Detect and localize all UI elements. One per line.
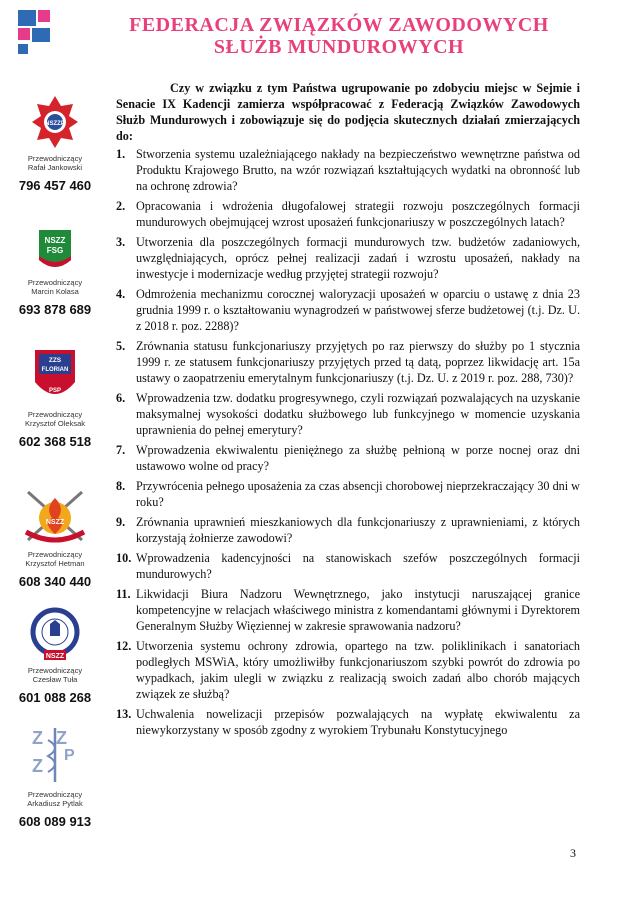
zzpz-emblem-icon: [26, 724, 84, 786]
svg-text:NSZZ: NSZZ: [45, 653, 65, 660]
svg-text:P: P: [64, 747, 75, 764]
intro-paragraph: Czy w związku z tym Państwa ugrupowanie po zdobyciu miejsc w Sejmie i Senacie IX Kadencji zamierza współpracować z Federacją Związków Zawodowych Służb Mundurowych i zobowiązuje się do podjęcia skutecznych działań zmierzających do:: [116, 81, 580, 143]
leader-phone: 601 088 268: [18, 690, 92, 705]
leader-phone: 602 368 518: [18, 434, 92, 449]
list-item: 12. Utworzenia systemu ochrony zdrowia, opartego na tzw. poliklinikach i sanatoriach podległych MSWiA, który umożliwiłby funkcjonariuszom szybki powrót do zdrowia po wypadkach, jakim ulegli w związku z realizacją swoich zadań albo chorób mających związek ze służbą?: [116, 639, 580, 701]
leaders-sidebar: [0, 80, 110, 880]
demands-list: [116, 146, 580, 738]
list-item: 7. Wprowadzenia ekwiwalentu pieniężnego za służbę pełnioną w porze nocnej oraz dni ustawowo wolne od pracy?: [116, 443, 580, 473]
firefighters-emblem-icon: [20, 484, 90, 546]
list-item: 6. Wprowadzenia tzw. dodatku progresywnego, czyli rozwiązań pozwalających na uzyskanie maksymalnej wysokości dodatku służbowego lub funkcyjnego w momencie uzyskania uprawnienia do pełnej emerytury?: [116, 391, 580, 437]
leader-phone: 693 878 689: [18, 302, 92, 317]
leader-name: Czesław Tuła: [32, 675, 78, 684]
leader-name: Marcin Kolasa: [31, 287, 79, 296]
list-item: 8. Przywrócenia pełnego uposażenia za czas absencji chorobowej nieprzekraczający 30 dni w roku?: [116, 479, 580, 509]
federation-logo: [18, 10, 52, 56]
svg-text:Z: Z: [56, 728, 67, 748]
svg-text:Z: Z: [32, 728, 43, 748]
nszzp-emblem-icon: [30, 94, 80, 150]
list-item: 10. Wprowadzenia kadencyjności na stanowiskach szefów poszczególnych formacji mundurowych?: [116, 551, 580, 581]
main-content: [116, 80, 580, 738]
svg-text:PSP: PSP: [48, 388, 62, 394]
leader-phone: 796 457 460: [18, 178, 92, 193]
federation-title: [60, 14, 618, 58]
list-item: 13. Uchwalenia nowelizacji przepisów pozwalających na wypłatę ekwiwalentu za niewykorzystany w sposób zgodny z wyrokiem Trybunału Konstytucyjnego: [116, 707, 580, 737]
leader-card: [0, 228, 110, 317]
leader-role: Przewodniczący: [27, 666, 83, 675]
leader-card: [0, 348, 110, 449]
svg-text:NSZZ: NSZZ: [45, 519, 65, 526]
leader-role: Przewodniczący: [27, 278, 83, 287]
page-number: 3: [570, 846, 576, 860]
florian-emblem-icon: [33, 348, 77, 406]
leader-name: Krzysztof Oleksak: [24, 419, 85, 428]
list-item: 2. Opracowania i wdrożenia długofalowej strategii rozwoju poszczególnych formacji mundurowych obejmującej wzrost uposażeń funkcjonariuszy w poszczególnych latach?: [116, 199, 580, 229]
leader-card: [0, 724, 110, 829]
leader-name: Krzysztof Hetman: [25, 559, 85, 568]
title-line-1: FEDERACJA ZWIĄZKÓW ZAWODOWYCH: [129, 14, 549, 36]
svg-text:NSZZ: NSZZ: [44, 236, 66, 245]
leader-name: Rafał Jankowski: [27, 163, 83, 172]
list-item: 9. Zrównania uprawnień mieszkaniowych dla funkcjonariuszy z uprawnieniami, z których korzystają żołnierze zawodowi?: [116, 515, 580, 545]
leader-role: Przewodniczący: [27, 410, 83, 419]
leader-role: Przewodniczący: [27, 154, 83, 163]
list-item: 4. Odmrożenia mechanizmu corocznej waloryzacji uposażeń w oparciu o ustawę z dnia 23 grudnia 1999 r. o kształtowaniu wynagrodzeń w państwowej sferze budżetowej (t.j. Dz. U. z 2018 r. poz. 2288)?: [116, 287, 580, 333]
leader-name: Arkadiusz Pytlak: [27, 799, 83, 808]
leader-phone: 608 089 913: [18, 814, 92, 829]
prison-service-emblem-icon: [30, 606, 80, 662]
svg-text:NSZZP: NSZZP: [45, 121, 65, 127]
leader-role: Przewodniczący: [27, 550, 83, 559]
nszz-fsg-emblem-icon: [35, 228, 75, 274]
svg-text:ZZS: ZZS: [48, 357, 62, 364]
list-item: 11. Likwidacji Biura Nadzoru Wewnętrznego, jako instytucji naruszającej granice kompetencyjne w relacjach właściwego ministra z komendantami głównymi i Dyrektorem Generalnym Służby Więziennej w zakresie sprawowania nadzoru?: [116, 587, 580, 633]
svg-text:FSG: FSG: [46, 246, 64, 255]
leader-phone: 608 340 440: [18, 574, 92, 589]
leader-card: [0, 484, 110, 589]
list-item: 5. Zrównania statusu funkcjonariuszy przyjętych po raz pierwszy do służby po 1 stycznia 1999 r. ze statusem funkcjonariuszy przyjętych przed tą datą, poprzez likwidację art. 15a ustawy o zaopatrzeniu emerytalnym funkcjonariuszy (t.j. Dz. U. z 2019 r. poz. 288, 730)?: [116, 339, 580, 385]
leader-card: [0, 606, 110, 705]
title-line-2: SŁUŻB MUNDUROWYCH: [213, 36, 465, 58]
page-header: [0, 0, 618, 62]
svg-text:FLORIAN: FLORIAN: [41, 367, 69, 373]
svg-text:Z: Z: [32, 756, 43, 776]
list-item: 1. Stworzenia systemu uzależniającego nakłady na bezpieczeństwo wewnętrzne państwa od Produktu Krajowego Brutto, na wzór rozwiązań kształtujących wydatki na obronność lub na ochronę zdrowia?: [116, 147, 580, 193]
list-item: 3. Utworzenia dla poszczególnych formacji mundurowych tzw. budżetów zadaniowych, uwzględniających, oprócz pełnej realizacji zadań i wzrostu uposażeń, nakłady na inwestycje i modernizacje według przyjętej strategii rozwoju?: [116, 235, 580, 281]
leader-card: [0, 94, 110, 193]
leader-role: Przewodniczący: [27, 790, 83, 799]
